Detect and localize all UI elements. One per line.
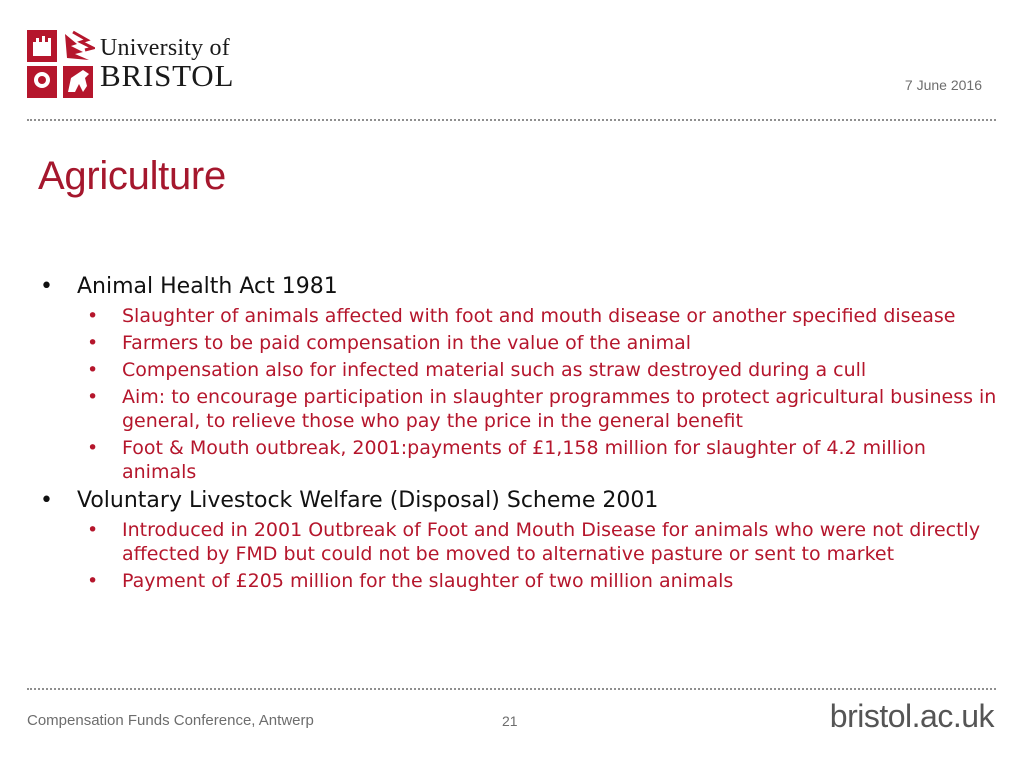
sub-bullet-item xyxy=(37,569,997,593)
sub-bullet-item xyxy=(37,358,997,382)
slide-content xyxy=(37,273,997,593)
logo-wordmark xyxy=(100,36,234,92)
sub-bullet-dot: • xyxy=(87,519,99,541)
bullet-dot: • xyxy=(40,274,53,299)
footer-website: bristol.ac.uk xyxy=(829,698,994,734)
sub-bullet-item xyxy=(37,385,997,433)
university-logo xyxy=(27,30,252,98)
bullet-dot: • xyxy=(40,488,53,513)
slide-title: Agriculture xyxy=(38,154,226,198)
page-number: 21 xyxy=(502,713,518,729)
footer-divider xyxy=(27,688,996,690)
slide-date: 7 June 2016 xyxy=(904,77,982,93)
sub-bullet-dot: • xyxy=(87,437,99,459)
logo-line-1: University of xyxy=(100,35,230,61)
sub-bullet-dot: • xyxy=(87,305,99,327)
bullet-text: Voluntary Livestock Welfare (Disposal) Scheme 2001 xyxy=(77,488,659,513)
sub-bullet-item xyxy=(37,518,997,566)
bullet-text: Animal Health Act 1981 xyxy=(77,274,338,299)
sub-bullet-text: Farmers to be paid compensation in the value of the animal xyxy=(122,332,692,354)
sub-bullet-text: Compensation also for infected material such as straw destroyed during a cull xyxy=(122,359,867,381)
logo-line-2: BRISTOL xyxy=(100,58,235,93)
bullet-group-2 xyxy=(37,487,997,593)
bullet-group-1 xyxy=(37,273,997,484)
bullet-item xyxy=(37,487,997,515)
sub-bullet-text: Foot & Mouth outbreak, 2001:payments of £1,158 million for slaughter of 4.2 million animals xyxy=(122,437,926,483)
header-divider xyxy=(27,119,996,121)
sub-bullet-text: Introduced in 2001 Outbreak of Foot and Mouth Disease for animals who were not directly affected by FMD but could not be moved to alternative pasture or sent to market xyxy=(122,519,981,565)
sub-bullet-dot: • xyxy=(87,570,99,592)
sub-bullet-dot: • xyxy=(87,386,99,408)
bullet-item xyxy=(37,273,997,301)
bristol-crest-icon xyxy=(27,30,95,98)
sub-bullet-text: Aim: to encourage participation in slaughter programmes to protect agricultural business in general, to relieve those who pay the price in the general benefit xyxy=(122,386,997,432)
sub-bullet-item xyxy=(37,304,997,328)
sub-bullet-text: Payment of £205 million for the slaughter of two million animals xyxy=(122,570,734,592)
sub-bullet-dot: • xyxy=(87,359,99,381)
sub-bullet-text: Slaughter of animals affected with foot and mouth disease or another specified disease xyxy=(122,305,956,327)
sub-bullet-item xyxy=(37,436,997,484)
sub-bullet-item xyxy=(37,331,997,355)
sub-bullet-dot: • xyxy=(87,332,99,354)
footer-conference: Compensation Funds Conference, Antwerp xyxy=(27,712,314,729)
